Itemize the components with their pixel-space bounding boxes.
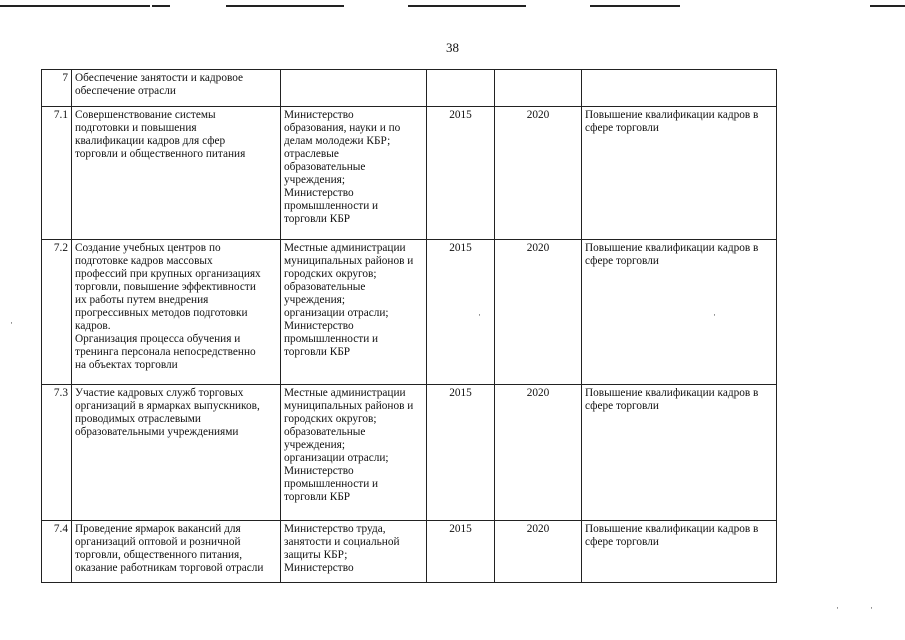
executor-cell: Местные администрации муниципальных районов и городских округов; образовательные учреждения; организации отрасли; Министерство промышленности и торговли КБР [281, 385, 427, 521]
executor-cell: Министерство труда, занятости и социальной защиты КБР; Министерство [281, 521, 427, 583]
executor-cell: Министерство образования, науки и по делам молодежи КБР; отраслевые образовательные учреждения; Министерство промышленности и торговли КБР [281, 107, 427, 240]
row-number: 7.2 [42, 240, 72, 385]
page-number: 38 [446, 40, 459, 55]
measure-cell: Участие кадровых служб торговых организаций в ярмарках выпускников, проводимых отраслевыми образовательными учреждениями [72, 385, 281, 521]
measure-cell: Создание учебных центров по подготовке кадров массовых профессий при крупных организациях торговли, повышение эффективности их работы путем внедрения прогрессивных методов подготовки кадров. Организация процесса обучения и тренинга персонала непосредственно на объектах торговли [72, 240, 281, 385]
executor-cell: Местные администрации муниципальных районов и городских округов; образовательные учреждения; организации отрасли; Министерство промышленности и торговли КБР [281, 240, 427, 385]
result-cell: Повышение квалификации кадров в сфере торговли [582, 107, 777, 240]
table-row [42, 521, 777, 583]
result-cell: Повышение квалификации кадров в сфере торговли [582, 240, 777, 385]
scan-artifact-line [870, 5, 905, 7]
scan-artifact-line [590, 5, 680, 7]
table-row [42, 240, 777, 385]
start-year-cell: 2015 [427, 240, 495, 385]
end-year-cell: 2020 [495, 107, 582, 240]
executor-cell [281, 70, 427, 107]
scan-speck: · [836, 603, 839, 613]
result-cell: Повышение квалификации кадров в сфере торговли [582, 521, 777, 583]
scan-speck: · [870, 603, 873, 613]
scan-speck: · [713, 310, 716, 320]
end-year-cell: 2020 [495, 240, 582, 385]
start-year-cell: 2015 [427, 521, 495, 583]
measure-cell: Совершенствование системы подготовки и повышения квалификации кадров для сфер торговли и общественного питания [72, 107, 281, 240]
end-year-cell: 2020 [495, 521, 582, 583]
row-number: 7.4 [42, 521, 72, 583]
scan-artifact-line [408, 5, 526, 7]
start-year-cell: 2015 [427, 385, 495, 521]
table-row [42, 70, 777, 107]
start-year-cell: 2015 [427, 107, 495, 240]
end-year-cell [495, 70, 582, 107]
scan-artifact-line [152, 5, 170, 7]
scan-speck: · [10, 318, 13, 328]
start-year-cell [427, 70, 495, 107]
scan-artifact-line [226, 5, 344, 7]
result-cell: Повышение квалификации кадров в сфере торговли [582, 385, 777, 521]
row-number: 7.3 [42, 385, 72, 521]
scan-speck: · [478, 310, 481, 320]
table-row [42, 385, 777, 521]
row-number: 7.1 [42, 107, 72, 240]
scan-artifact-line [0, 5, 150, 7]
measure-cell: Обеспечение занятости и кадровое обеспечение отрасли [72, 70, 281, 107]
row-number: 7 [42, 70, 72, 107]
table-row [42, 107, 777, 240]
measure-cell: Проведение ярмарок вакансий для организаций оптовой и розничной торговли, общественного питания, оказание работникам торговой отрасли [72, 521, 281, 583]
plan-table [41, 69, 777, 583]
result-cell [582, 70, 777, 107]
end-year-cell: 2020 [495, 385, 582, 521]
